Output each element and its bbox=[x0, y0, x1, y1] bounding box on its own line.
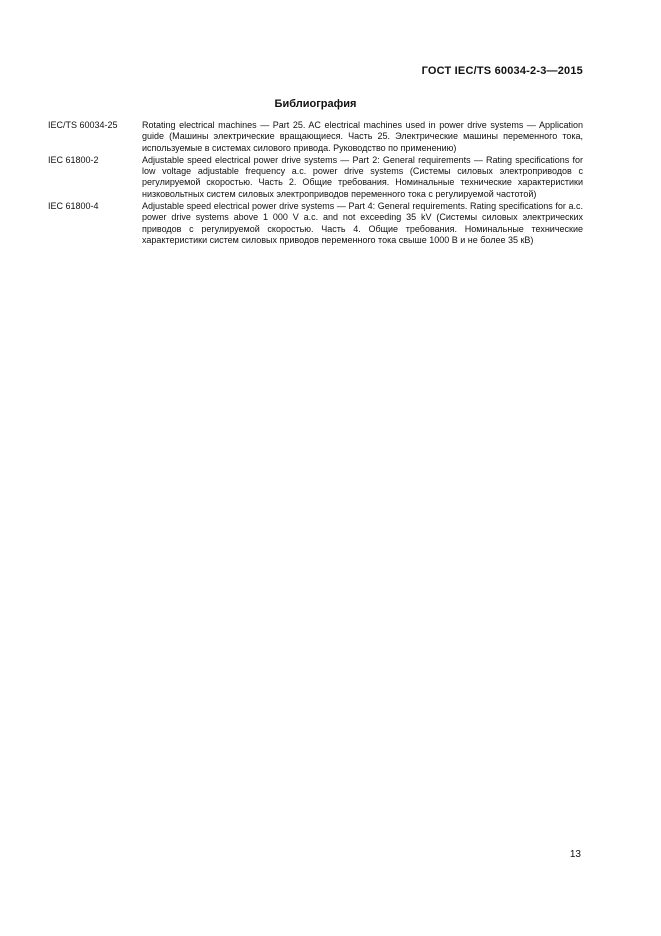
bibliography-entry bbox=[48, 201, 583, 246]
page-number: 13 bbox=[569, 849, 581, 860]
bibliography-entry bbox=[48, 120, 583, 154]
reference-code: IEC 61800-2 bbox=[48, 154, 99, 165]
bibliography-entry bbox=[48, 155, 583, 200]
reference-code: IEC 61800-4 bbox=[48, 201, 99, 212]
bibliography-list bbox=[48, 120, 583, 247]
reference-code: IEC/TS 60034-25 bbox=[48, 120, 118, 130]
reference-text: Rotating electrical machines — Part 25. AC electrical machines used in power drive systems — Application guide (Машины электрические вращающиеся. Часть 25. Электрические машины переменного тока, используемые в системах силового привода. Руководство по применению) bbox=[142, 120, 583, 153]
bibliography-title: Библиография bbox=[274, 98, 357, 110]
reference-text: Adjustable speed electrical power drive systems — Part 4: General requirements. Rating specifications for a.c. power drive systems above 1 000 V a.c. and not exceeding 35 kV (Системы силовых электрических приводов с регулируемой скоростью. Часть 4. Общие требования. Номинальные технические характеристики систем силовых приводов переменного тока свыше 1000 В и не более 35 кВ) bbox=[142, 201, 583, 245]
reference-text: Adjustable speed electrical power drive systems — Part 2: General requirements — Rating specifications for low voltage adjustable frequency a.c. power drive systems (Системы силовых электроприводов с регулируемой скоростью. Часть 2. Общие требования. Номинальные технические характеристики низковольтных систем силовых электроприводов переменного тока с регулируемой частотой) bbox=[142, 154, 583, 199]
document-header-id: ГОСТ IEC/TS 60034-2-3—2015 bbox=[421, 65, 583, 77]
